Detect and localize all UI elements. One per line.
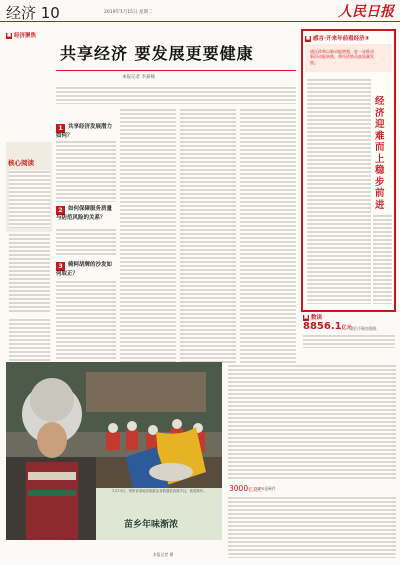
feature-text <box>373 214 392 304</box>
body-text <box>56 140 116 202</box>
newspaper-logo: 人民日报 <box>338 4 394 20</box>
body-text <box>180 108 236 363</box>
news-briefs <box>228 496 396 558</box>
photo-credit: 本报记者 摄 <box>153 552 174 557</box>
body-text <box>56 228 116 256</box>
data-tag-icon: ■ <box>303 314 309 320</box>
headline: 共享经济 要发展更要健康 <box>60 44 254 63</box>
feature-intro: 通过改革以新动能增强，进一步推动新旧动能转换，将经济推动高质量发展。 <box>310 49 374 65</box>
data-tag: ■ 数读 <box>303 314 323 321</box>
section-title: 经济 10 <box>6 4 60 22</box>
issue-date: 2019年1月15日 星期二 <box>104 10 153 15</box>
right-tag-icon: ■ <box>305 35 311 41</box>
vertical-title: 经济迎难而上稳步前进 <box>375 96 385 211</box>
right-tag: ■ 感言·开来年前看经济③ <box>305 35 370 42</box>
byline: 本报记者 李嘉楠 <box>122 75 155 80</box>
bottom-number: 3000亿美元 <box>229 484 262 493</box>
subhead-3: 3 骑阿胡牌的沙发如何取正？ <box>56 262 113 277</box>
body-text <box>240 108 296 363</box>
photo-caption: 1月13日，贵州省某地苗族群众身着盛装表演节目，欢度新年。 <box>112 489 207 493</box>
data-text <box>303 334 395 348</box>
news-briefs <box>228 364 396 480</box>
body-text <box>120 108 176 363</box>
core-text <box>9 170 50 228</box>
data-caption: 我们不断加强推 <box>350 326 377 331</box>
subhead-2: 2 如何保障服务质量与防范风险的关系？ <box>56 206 113 221</box>
column-tag: ■ 经济聚焦 <box>6 32 37 39</box>
bottom-number-caption: GPS是硬件 <box>256 486 276 491</box>
core-title: 核心阅读 <box>8 159 34 167</box>
photo-caption-panel <box>96 488 222 540</box>
lead-text <box>56 86 296 104</box>
body-text <box>56 280 116 360</box>
feature-text <box>307 78 371 304</box>
left-text <box>9 233 50 313</box>
photo-title: 苗乡年味渐浓 <box>124 520 179 530</box>
data-number: 8856.1亿元 <box>303 321 352 332</box>
column-tag-icon: ■ <box>6 32 12 38</box>
headline-rule <box>56 70 296 71</box>
subhead-1: 1 共享经济发展潜力如何？ <box>56 124 113 139</box>
